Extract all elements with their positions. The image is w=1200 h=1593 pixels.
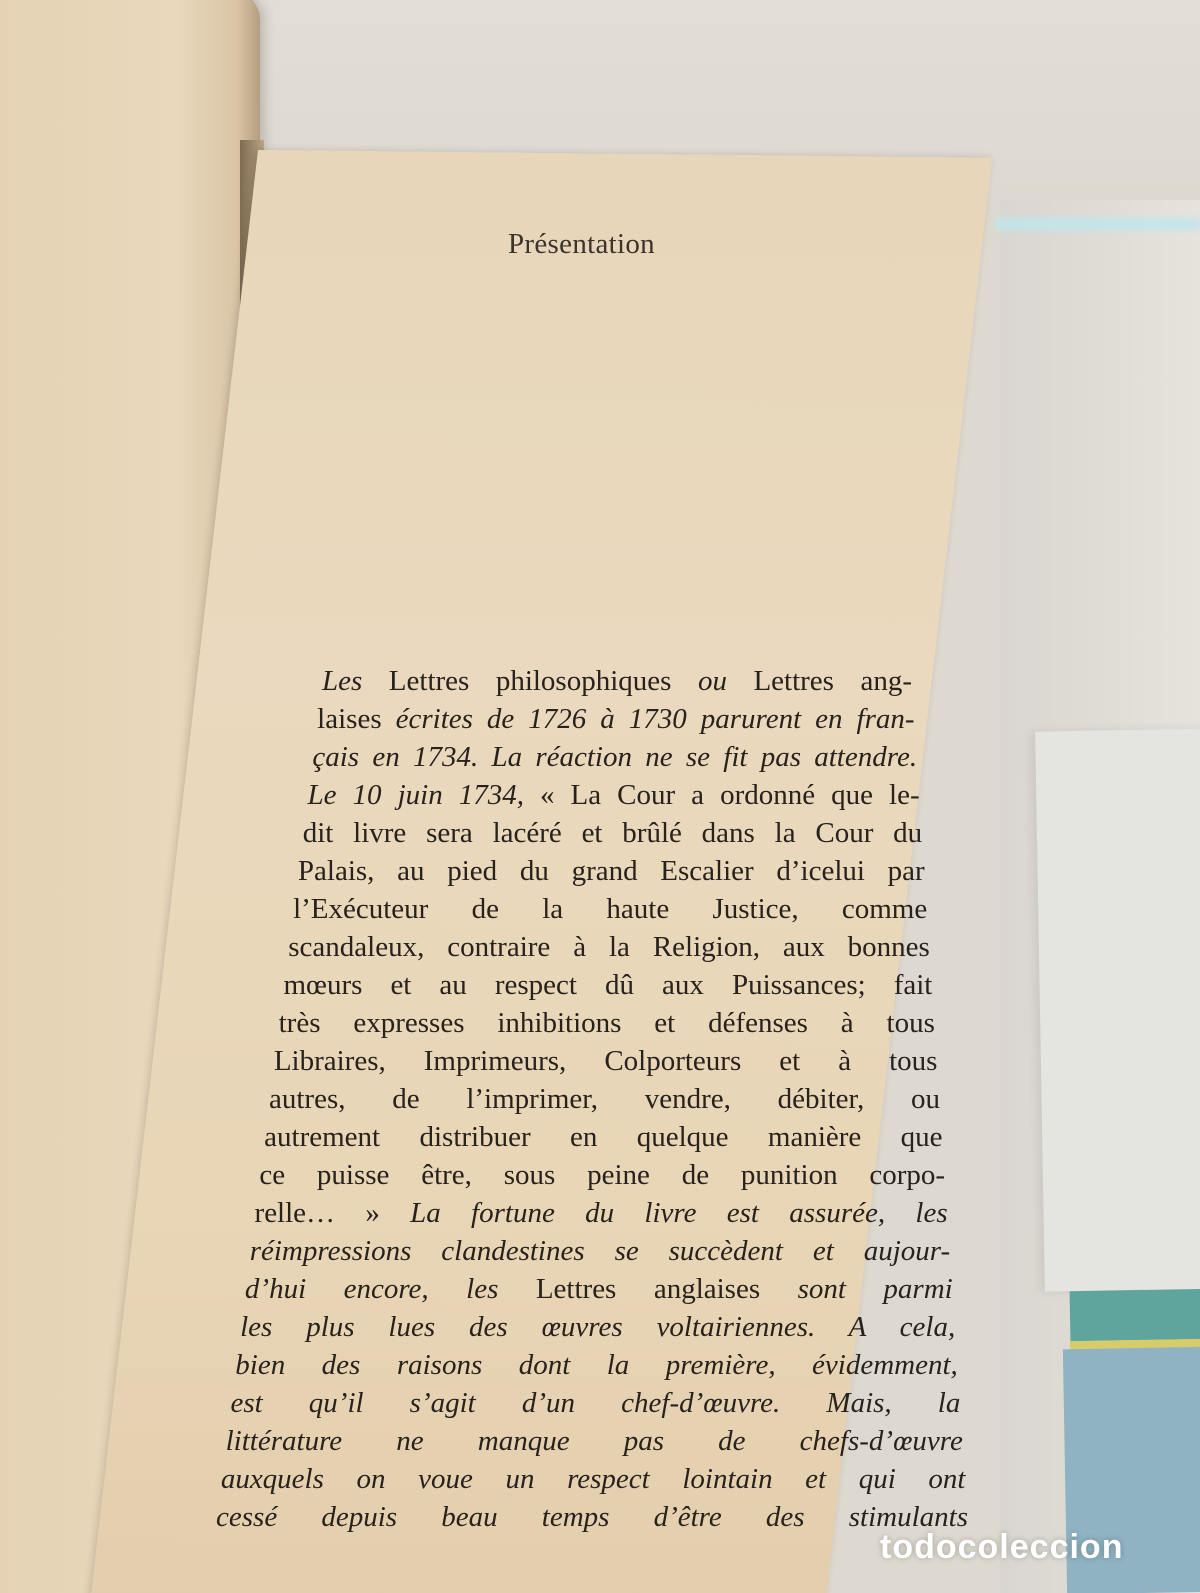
text-segment: réimpressions clandestines se succèdent et aujour- bbox=[249, 1235, 951, 1267]
text-line bbox=[269, 1080, 940, 1118]
text-segment: Libraires, Imprimeurs, Colporteurs et à tous bbox=[273, 1045, 938, 1077]
text-segment: autres, de l’imprimer, vendre, débiter, ou bbox=[269, 1083, 940, 1115]
text-segment: relle… » bbox=[254, 1197, 411, 1229]
text-segment: les plus lues des œuvres voltairiennes. A cela, bbox=[240, 1311, 956, 1343]
text-segment: auxquels on voue un respect lointain et qui ont bbox=[220, 1463, 966, 1495]
text-segment: est qu’il s’agit d’un chef-d’œuvre. Mais, la bbox=[230, 1387, 961, 1419]
text-line bbox=[245, 1270, 953, 1308]
text-segment: ou bbox=[697, 665, 727, 697]
text-line bbox=[279, 1004, 935, 1042]
text-segment: très expresses inhibitions et défenses à tous bbox=[278, 1007, 935, 1039]
text-segment: l’Exécuteur de la haute Justice, comme bbox=[293, 893, 928, 925]
text-line bbox=[308, 776, 920, 814]
text-line bbox=[221, 1460, 966, 1498]
text-segment: cessé depuis beau temps d’être des stimulants bbox=[216, 1501, 968, 1533]
background-book bbox=[1035, 728, 1200, 1291]
text-line bbox=[283, 966, 932, 1004]
text-line bbox=[288, 928, 930, 966]
text-line bbox=[250, 1232, 950, 1270]
text-segment: dit livre sera lacéré et brûlé dans la Cour du bbox=[302, 817, 923, 849]
text-segment: littérature ne manque pas de chefs-d’œuvre bbox=[225, 1425, 963, 1457]
text-segment: La fortune du livre est assurée, les bbox=[410, 1197, 948, 1229]
text-line bbox=[312, 738, 917, 776]
background-book-cover-stripe bbox=[1070, 1289, 1200, 1341]
text-segment: laises bbox=[317, 703, 396, 735]
text-segment: Palais, au pied du grand Escalier d’icelui par bbox=[297, 855, 925, 887]
text-line bbox=[298, 852, 925, 890]
text-segment: autrement distribuer en quelque manière que bbox=[264, 1121, 943, 1153]
text-line bbox=[303, 814, 922, 852]
text-segment: çais en 1734. La réaction ne se fit pas attendre. bbox=[312, 741, 918, 773]
text-line bbox=[259, 1156, 945, 1194]
text-segment: Lettres philosophiques bbox=[362, 665, 698, 697]
text-line bbox=[226, 1422, 963, 1460]
watermark-logo: todocoleccion bbox=[880, 1528, 1124, 1566]
text-line bbox=[274, 1042, 938, 1080]
text-segment: scandaleux, contraire à la Religion, aux bonnes bbox=[288, 931, 930, 963]
text-segment: écrites de 1726 à 1730 parurent en fran- bbox=[395, 703, 915, 735]
text-segment: bien des raisons dont la première, évidemment, bbox=[235, 1349, 958, 1381]
text-segment: ce puisse être, sous peine de punition corpo- bbox=[259, 1159, 946, 1191]
page-title: Présentation bbox=[508, 228, 655, 260]
text-segment: Les bbox=[322, 665, 363, 697]
text-segment: sont parmi bbox=[797, 1273, 953, 1305]
text-line bbox=[216, 1498, 968, 1536]
text-segment: « La Cour a ordonné que le- bbox=[523, 779, 920, 811]
text-line bbox=[230, 1384, 960, 1422]
light-reflection bbox=[995, 218, 1200, 230]
text-segment: d’hui encore, les bbox=[244, 1273, 499, 1305]
text-line bbox=[240, 1308, 955, 1346]
text-line bbox=[264, 1118, 942, 1156]
text-line bbox=[322, 662, 912, 700]
text-line bbox=[317, 700, 914, 738]
text-line bbox=[255, 1194, 948, 1232]
text-segment: Lettres ang- bbox=[726, 665, 912, 697]
text-line bbox=[235, 1346, 958, 1384]
text-segment: Lettres anglaises bbox=[498, 1273, 798, 1305]
text-line bbox=[293, 890, 927, 928]
text-segment: mœurs et au respect dû aux Puissances; fait bbox=[283, 969, 933, 1001]
text-segment: Le 10 juin 1734, bbox=[307, 779, 524, 811]
